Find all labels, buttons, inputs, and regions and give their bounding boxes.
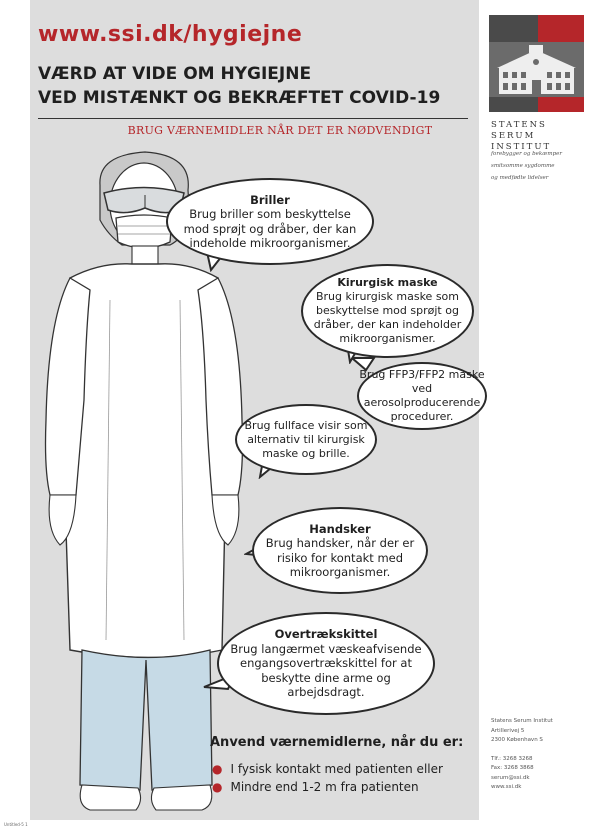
contact-street: Artillerivej 5 xyxy=(491,727,525,734)
bubble-handsker-line: mikroorganismer. xyxy=(289,565,391,579)
contact-fax: Fax: 3268 3868 xyxy=(491,765,534,771)
bubble-maske-line: beskyttelse mod sprøjt og xyxy=(316,304,459,317)
contact-phone: Tlf.: 3268 3268 xyxy=(491,755,533,762)
org-name-line-1: STATENS xyxy=(491,120,547,130)
bubble-briller-heading: Briller xyxy=(250,192,290,207)
usage-item-text: Mindre end 1-2 m fra patienten xyxy=(230,780,419,794)
bullet-icon: ● xyxy=(212,780,223,794)
bubble-handsker-line: Brug handsker, når der er xyxy=(265,536,415,550)
bubble-briller-line: Brug briller som beskyttelse xyxy=(189,207,351,221)
bubble-visir-line: alternativ til kirurgisk xyxy=(247,432,365,446)
title-divider xyxy=(38,118,468,119)
contact-name: Statens Serum Institut xyxy=(491,718,553,724)
file-label: Untitled-5 1 xyxy=(4,822,28,827)
contact-block xyxy=(491,717,596,793)
bubble-kittel-line: Brug langærmet væskeafvisende xyxy=(230,641,422,656)
usage-heading: Anvend værnemidlerne, når du er: xyxy=(210,735,464,750)
bubble-maske-line: mikroorganismer. xyxy=(339,332,436,345)
bubble-ffp-line: procedurer. xyxy=(390,410,454,423)
bubble-maske-heading: Kirurgisk maske xyxy=(337,276,438,289)
tagline-line-2: smitsomme sygdomme xyxy=(491,163,555,169)
bubble-visir-line: Brug fullface visir som xyxy=(244,418,368,432)
org-tagline xyxy=(491,148,596,184)
bubble-handsker-heading: Handsker xyxy=(309,521,371,536)
bubble-kittel-line: engangsovertrækskittel for at xyxy=(240,656,412,671)
tagline-line-1: forebygger og bekæmper xyxy=(491,151,563,157)
title-line-2: VED MISTÆNKT OG BEKRÆFTET COVID-19 xyxy=(38,88,441,108)
bubble-kittel-line: arbejdsdragt. xyxy=(287,685,365,700)
ssi-building-logo-icon xyxy=(489,42,584,97)
list-item xyxy=(212,760,443,778)
contact-city: 2300 København S xyxy=(491,737,543,743)
page-title xyxy=(38,62,468,110)
bubble-overtraekskittel xyxy=(217,612,435,715)
title-line-1: VÆRD AT VIDE OM HYGIEJNE xyxy=(38,64,312,84)
contact-web[interactable]: www.ssi.dk xyxy=(491,784,522,790)
bubble-ffp-line: ved aerosolproducerende xyxy=(363,382,481,409)
bubble-briller-line: indeholde mikroorganismer. xyxy=(189,236,351,250)
org-name-line-3: INSTITUT xyxy=(491,142,552,152)
bubble-kirurgisk-maske xyxy=(301,264,474,358)
bubble-kittel-line: beskytte dine arme og xyxy=(261,670,391,685)
org-name-line-2: SERUM xyxy=(491,131,536,141)
bubble-briller-line: mod sprøjt og dråber, der kan xyxy=(183,221,357,236)
bubble-handsker-line: risiko for kontakt med xyxy=(276,550,404,565)
list-item xyxy=(212,778,443,796)
usage-item-text: I fysisk kontakt med patienten eller xyxy=(230,762,443,776)
contact-email[interactable]: serum@ssi.dk xyxy=(491,774,530,781)
bubble-maske-line: dråber, der kan indeholder xyxy=(313,318,462,331)
tagline-line-3: og medfødte lidelser xyxy=(491,175,549,181)
bullet-icon: ● xyxy=(212,762,223,776)
bubble-handsker xyxy=(252,507,428,594)
bubble-ffp-maske xyxy=(357,362,487,430)
bubble-ffp-line: Brug FFP3/FFP2 maske xyxy=(359,368,485,381)
bubble-visir-line: maske og brille. xyxy=(262,446,350,460)
bubble-briller xyxy=(166,178,374,265)
usage-list xyxy=(212,760,443,796)
page-subtitle: BRUG VÆRNEMIDLER NÅR DET ER NØDVENDIGT xyxy=(127,124,433,137)
bubble-fullface-visir xyxy=(235,404,377,475)
website-url[interactable]: www.ssi.dk/hygiejne xyxy=(38,22,303,47)
bubble-maske-line: Brug kirurgisk maske som xyxy=(315,290,459,303)
bubble-kittel-heading: Overtrækskittel xyxy=(274,627,378,642)
